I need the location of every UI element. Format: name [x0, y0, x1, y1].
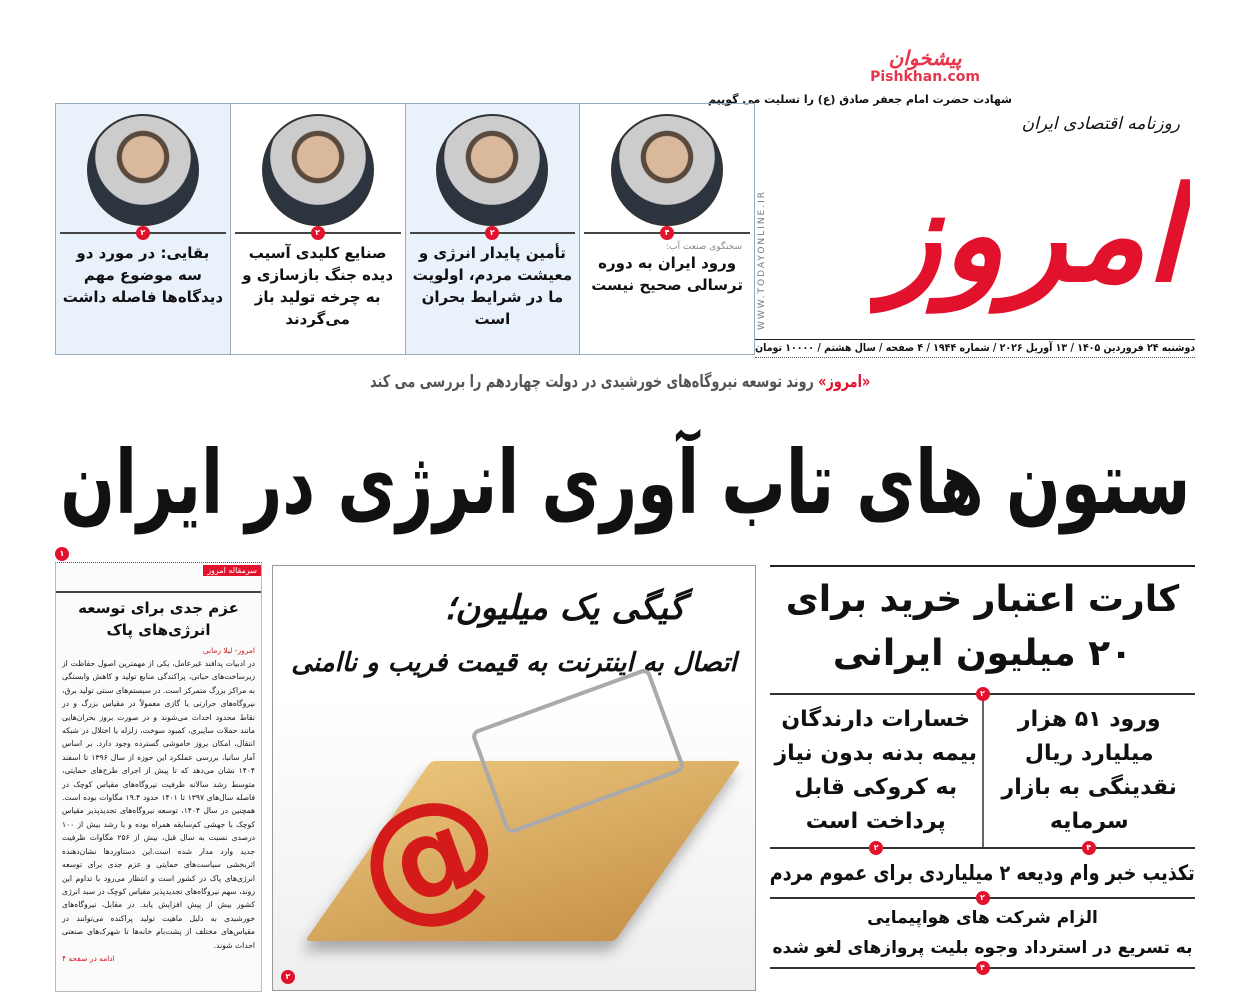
story-title[interactable]: خسارات دارندگان بیمه بدنه بدون نیاز به کروکی قابل پرداخت است: [774, 707, 977, 834]
story-kicker: سخنگوی صنعت آب:: [666, 242, 742, 252]
editorial[interactable]: [55, 562, 262, 992]
avatar: [262, 114, 374, 226]
story-title[interactable]: تکذیب خبر وام ودیعه ۲ میلیاردی برای عموم مردم: [770, 861, 1195, 885]
page-badge: ۲: [281, 970, 295, 984]
main-headline[interactable]: ستون های تاب آوری انرژی در ایران: [60, 431, 1190, 534]
photo-subtitle: اتصال به اینترنت به قیمت فریب و ناامنی: [291, 648, 737, 678]
story-title: الزام شرکت های هواپیمایی: [867, 908, 1098, 928]
at-sign-icon: @: [334, 755, 522, 957]
avatar: [436, 114, 548, 226]
tagline: روزنامه اقتصادی ایران: [1021, 114, 1180, 134]
editorial-title: عزم جدی برای توسعه انرژی‌های پاک: [56, 591, 261, 641]
avatar: [611, 114, 723, 226]
editorial-author: امروز- لیلا زمانی: [202, 646, 255, 655]
dateline: دوشنبه ۲۴ فروردین ۱۴۰۵ / ۱۳ آوریل ۲۰۲۶ / شماره ۱۹۴۴ / ۴ صفحه / سال هشتم / ۱۰۰۰۰ تومان: [755, 342, 1195, 354]
page-badge: ۱: [55, 547, 69, 561]
watermark: [870, 48, 980, 86]
kicker-text: روند توسعه نیروگاه‌های خورشیدی در دولت چهاردهم را بررسی می کند: [370, 372, 814, 392]
editorial-tag: سرمقاله امروز: [203, 565, 261, 576]
page-badge: ۲: [976, 687, 990, 701]
kicker-line: [370, 372, 870, 392]
site-url: WWW.TODAYONLINE.IR: [757, 189, 767, 330]
story-title: ورود ایران به دوره ترسالی صحیح نیست: [591, 254, 743, 294]
main-headline-box: [60, 418, 1190, 548]
page-badge: ۴: [976, 961, 990, 975]
story-title: صنایع کلیدی آسیب دیده جنگ بازسازی و به چرخه تولید باز می‌گردند: [242, 244, 394, 328]
newspaper-logo: امروز: [878, 158, 1182, 311]
watermark-text: پیشخوان: [888, 46, 962, 70]
story-subtitle: به تسریع در استرداد وجوه بلیت پروازهای لغو شده: [772, 938, 1193, 958]
story-title: تأمین پایدار انرژی و معیشت مردم، اولویت ما در شرایط بحران است: [412, 244, 573, 328]
top-stories: [55, 103, 755, 355]
story[interactable]: [770, 899, 1195, 967]
page-badge: ۲: [485, 226, 499, 240]
page-badge: ۲: [976, 891, 990, 905]
page-badge: ۴: [1082, 841, 1096, 855]
page-badge: ۲: [869, 841, 883, 855]
photo-story[interactable]: [272, 565, 756, 991]
photo-title: گیگی یک میلیون؛: [444, 588, 685, 628]
story-title[interactable]: کارت اعتبار خرید برای ۲۰ میلیون ایرانی: [770, 565, 1195, 681]
watermark-url: Pishkhan.com: [870, 69, 980, 85]
page-badge: ۴: [660, 226, 674, 240]
top-story[interactable]: [579, 104, 754, 354]
avatar: [87, 114, 199, 226]
continued-link[interactable]: ادامه در صفحه ۴: [62, 953, 115, 963]
top-story[interactable]: [405, 104, 580, 354]
top-story[interactable]: [230, 104, 405, 354]
lead-kicker: [370, 372, 870, 392]
dateline-box: [755, 339, 1195, 358]
story-title[interactable]: ورود ۵۱ هزار میلیارد ریال نقدینگی به بازار سرمایه: [982, 695, 1196, 847]
story-title: بقایی: در مورد دو سه موضوع مهم دیدگاه‌ها فاصله داشت: [62, 244, 224, 306]
page-badge: ۲: [311, 226, 325, 240]
editorial-body: در ادبیات پدافند غیرعامل، یکی از مهمترین اصول حفاظت از زیرساخت‌های حیاتی، پراکندگی منابع تولید و کاهش وابستگی به مراکز بزرگ متمرکز است. در سیستم‌های سنتی تولید برق، نیروگاه‌های حرارتی یا گازی معمولاً در مقیاس بزرگ و در نقاط محدود احداث می‌شوند و در صورت بروز بحران‌هایی مانند حملات سایبری، کمبود سوخت، زلزله یا اختلال در شبکه انتقال، امکان بروز خاموشی گسترده وجود دارد. بر اساس آمار ساتبا، بررسی عملکرد این حوزه از سال ۱۳۹۶ تا اسفند ۱۴۰۴ نشان می‌دهد که تا پیش از اجرای طرح‌های حمایتی، متوسط رشد سالانه ظرفیت نیروگاه‌های مقیاس کوچک در فاصله سال‌های ۱۳۹۷ تا ۱۴۰۱ حدود ۱۹.۴ مگاوات بوده است. همچنین در سال ۱۴۰۴، توسعه نیروگاه‌های تجدیدپذیر مقیاس کوچک با جهشی کم‌سابقه همراه بوده و با رشد بیش از ۱۰۰ درصدی نسبت به سال قبل، بیش از ۲۵۶ مگاوات ظرفیت جدید وارد مدار شده است.این دستاوردها نشان‌دهنده اثربخشی سیاست‌های حمایتی و عزم جدی برای توسعه انرژی‌های پاک در کشور است و انتظار می‌رود با تداوم این روند، سهم نیروگاه‌های تجدیدپذیر مقیاس کوچک در سبد انرژی کشور بیش از پیش افزایش یابد. در مقابل، نیروگاه‌های خورشیدی به دلیل ماهیت تولید پراکنده می‌توانند در مقیاس‌های مختلف از پشت‌بام خانه‌ها تا شهرک‌های صنعتی احداث شوند.: [62, 659, 255, 950]
kicker-brand: «امروز»: [818, 372, 870, 392]
page-badge: ۲: [136, 226, 150, 240]
right-column: [770, 565, 1195, 995]
top-story[interactable]: [56, 104, 230, 354]
condolence-note: شهادت حضرت امام جعفر صادق (ع) را تسلیت می گوییم: [707, 93, 1012, 106]
